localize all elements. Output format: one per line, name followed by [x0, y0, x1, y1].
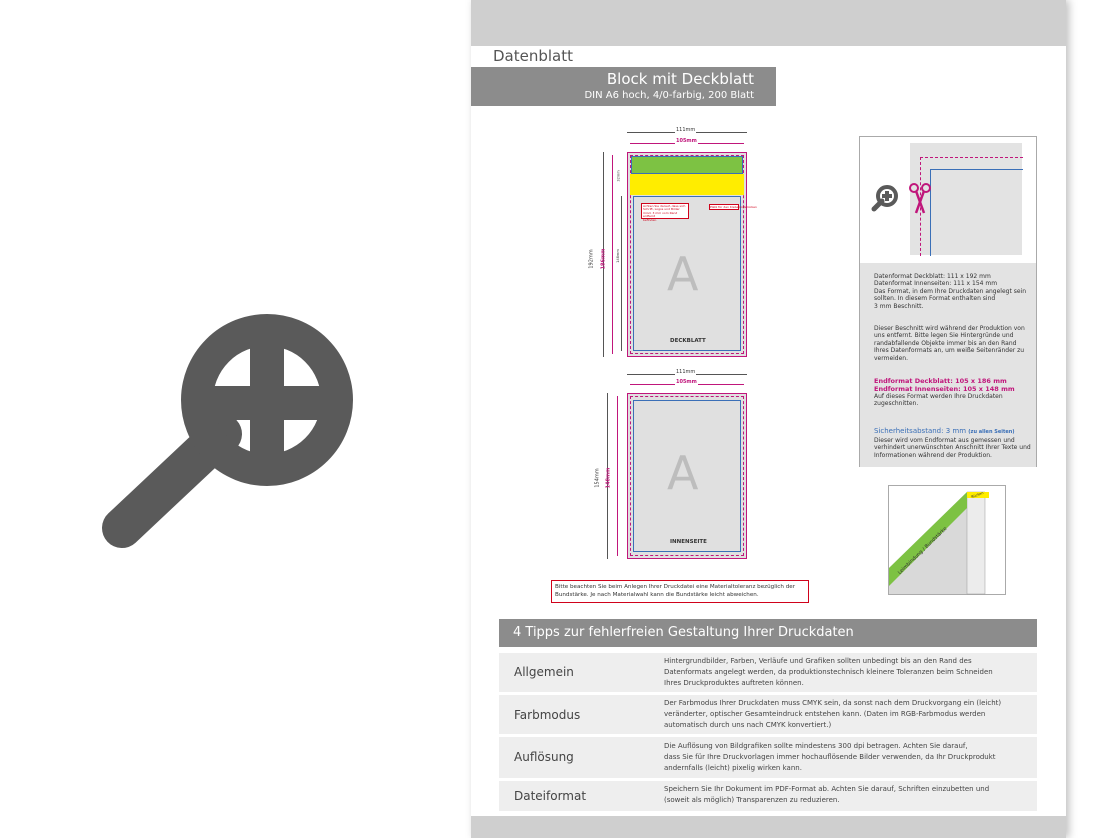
tips-header: 4 Tipps zur fehlerfreien Gestaltung Ihrer Druckdaten [499, 619, 1037, 647]
page-title: Block mit Deckblatt [606, 70, 754, 88]
cover-band-label: 32mm [616, 170, 621, 182]
tip-label: Allgemein [514, 665, 574, 679]
tip-desc: Speichern Sie Ihr Dokument im PDF-Format ab. Achten Sie darauf, Schriften einzubetten und (soweit als möglich) Transparenzen zu reduzieren. [664, 785, 990, 804]
panel-endformat-text: Endformat Deckblatt: 105 x 186 mm Endformat Innenseiten: 105 x 148 mm Auf dieses Format werden Ihre Druckdaten zugeschnitten. [874, 377, 1015, 408]
tip-desc: Hintergrundbilder, Farben, Verläufe und Grafiken sollten unbedingt bis an den Rand des Datenformats angelegt werden, da produktionstechnisch kleinere Toleranzen beim Schneiden Ihres Druckproduktes auftreten können. [664, 657, 993, 687]
inner-width-label: 111mm [676, 369, 696, 375]
cover-callout-right: Platz für den Klebebinderücken [710, 205, 757, 209]
cover-width-label: 111mm [676, 127, 696, 133]
inner-name: INNENSEITE [670, 539, 707, 545]
footer-band [471, 816, 1066, 838]
binding-top-label: Rücken [970, 490, 985, 500]
binding-label: Leimbindung / Bundstärke [896, 525, 949, 576]
zoom-in-icon[interactable] [100, 306, 360, 550]
inner-inner-width-label: 105mm [676, 379, 697, 385]
scissors-icon [909, 181, 931, 215]
tip-row-allgemein [499, 653, 1037, 692]
panel-bleed-text: Dieser Beschnitt wird während der Produktion von uns entfernt. Bitte legen Sie Hintergründe und randabfallende Objekte immer bis an den Rand Ihres Datenformats an, um weiße Seitenränder zu vermeiden. [874, 325, 1025, 362]
cover-letter: A [667, 247, 699, 301]
inner-letter: A [667, 446, 699, 500]
cover-name: DECKBLATT [670, 338, 706, 344]
cover-yellow-band [630, 174, 744, 195]
tip-row-farbmodus [499, 695, 1037, 734]
title-bar [471, 67, 776, 106]
header-band [471, 0, 1066, 46]
tip-label: Auflösung [514, 750, 574, 764]
panel-format-text: Datenformat Deckblatt: 111 x 192 mm Datenformat Innenseiten: 111 x 154 mm Das Format, in dem Ihre Druckdaten angelegt sein sollten. In diesem Format enthalten sind 3 mm Beschnitt. [874, 273, 1027, 310]
tip-desc: Der Farbmodus Ihrer Druckdaten muss CMYK sein, da sonst nach dem Druckvorgang ein (leicht) veränderter, optischer Gesamteindruck entstehen kann. (Daten im RGB-Farbmodus werden automatisch durch uns nach CMYK konvertiert.) [664, 699, 1002, 729]
inner-height-label: 154mm [594, 468, 601, 488]
binding-illustration [888, 485, 1006, 595]
panel-safety-text: Sicherheitsabstand: 3 mm (zu allen Seiten) Dieser wird vom Endformat aus gemessen und verhindert unerwünschten Anschnitt Ihrer Texte und Informationen während der Produktion. [874, 427, 1031, 459]
tolerance-note: Bitte beachten Sie beim Anlegen Ihrer Druckdatei eine Materialtoleranz bezüglich der Bundstärke. Je nach Materialwahl kann die Bundstärke leicht abweichen. [551, 580, 809, 603]
cover-green-band [631, 156, 743, 174]
info-panel [859, 136, 1037, 467]
cover-callout-left: Achten Sie darauf, dass sich Schrift, Logos und Bilder mind. 3 mm vom Rand entfernt befinden. [641, 203, 689, 219]
page-subtitle: DIN A6 hoch, 4/0-farbig, 200 Blatt [584, 90, 754, 101]
tip-label: Dateiformat [514, 789, 587, 803]
tip-row-aufloesung [499, 737, 1037, 778]
cover-inner-width-label: 105mm [676, 138, 697, 144]
tip-label: Farbmodus [514, 708, 581, 722]
tip-row-dateiformat [499, 781, 1037, 811]
panel-zoom-icon [870, 183, 900, 213]
datasheet-page [471, 0, 1066, 838]
cover-inner-height-label: 186mm [600, 248, 607, 270]
inner-inner-height-label: 148mm [605, 467, 612, 489]
cover-inner-side-label: 148mm [615, 249, 620, 263]
tip-desc: Die Auflösung von Bildgrafiken sollte mindestens 300 dpi betragen. Achten Sie darauf, dass Sie für Ihre Druckvorlagen immer hochauflösende Bilder verwenden, da Ihr Druckprodukt andernfalls (leicht) pixelig wirken kann. [664, 742, 996, 772]
cover-height-label: 192mm [588, 249, 595, 269]
datasheet-tag: Datenblatt [471, 46, 591, 67]
